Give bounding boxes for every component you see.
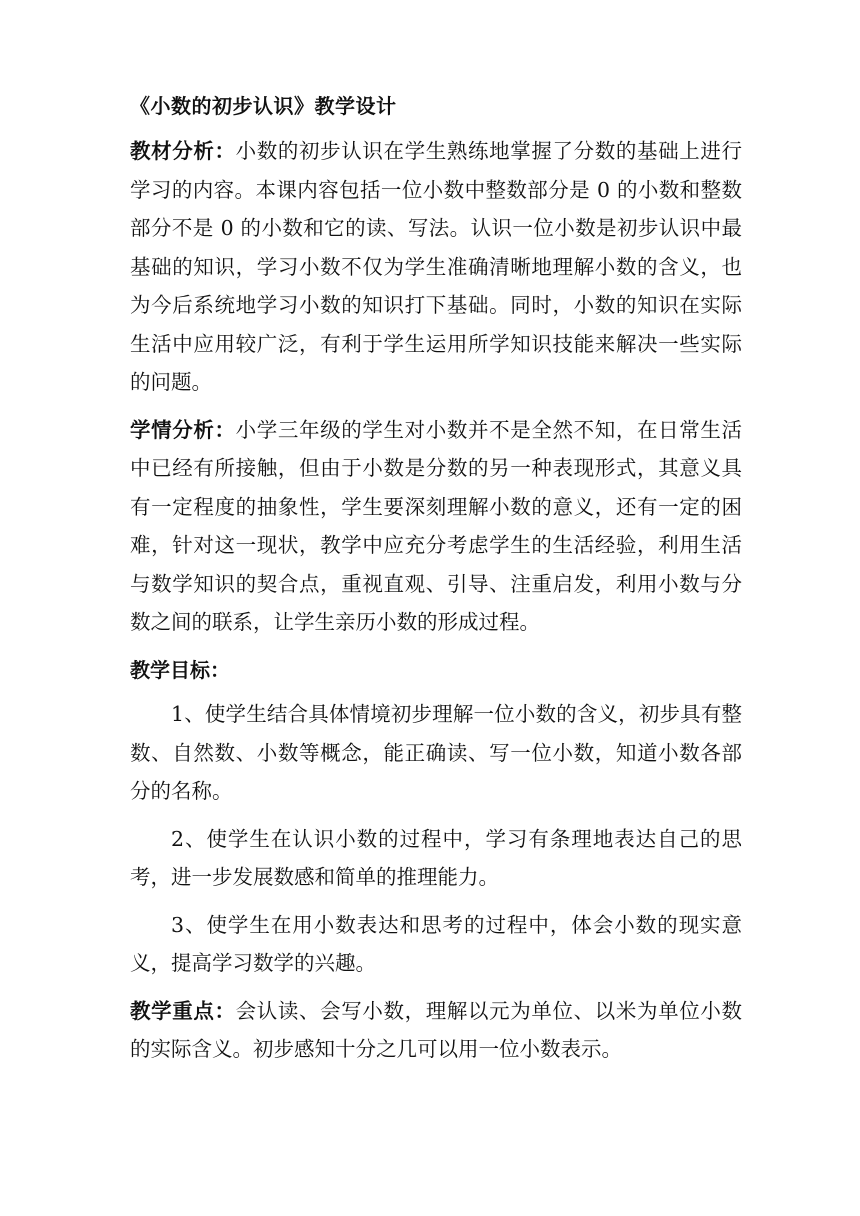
textbook-analysis-text: 小数的初步认识在学生熟练地掌握了分数的基础上进行学习的内容。本课内容包括一位小数中整数部分是 0 的小数和整数部分不是 0 的小数和它的读、写法。认识一位小数是初步认识中最基础的知识，学习小数不仅为学生准确清晰地理解小数的含义，也为今后系统地学习小数的知识打下基础。同时，小数的知识在实际生活中应用较广泛，有利于学生运用所学知识技能来解决一些实际的问题。	[130, 139, 742, 394]
document-title: 《小数的初步认识》教学设计	[130, 94, 397, 118]
learner-analysis-paragraph	[130, 411, 742, 642]
learner-analysis-label: 学情分析：	[130, 417, 236, 442]
learner-analysis-text: 小学三年级的学生对小数并不是全然不知，在日常生活中已经有所接触，但由于小数是分数的另一种表现形式，其意义具有一定程度的抽象性，学生要深刻理解小数的意义，还有一定的困难，针对这一现状，教学中应充分考虑学生的生活经验，利用生活与数学知识的契合点，重视直观、引导、注重启发，利用小数与分数之间的联系，让学生亲历小数的形成过程。	[130, 417, 742, 634]
teaching-goal-3: 3、使学生在用小数表达和思考的过程中，体会小数的现实意义，提高学习数学的兴趣。	[130, 912, 742, 975]
textbook-analysis-label: 教材分析：	[130, 139, 236, 163]
document-content	[130, 88, 742, 1078]
key-points-paragraph	[130, 992, 742, 1069]
teaching-goal-1: 1、使学生结合具体情境初步理解一位小数的含义，初步具有整数、自然数、小数等概念，能正确读、写一位小数，知道小数各部分的名称。	[130, 702, 742, 803]
key-points-text: 会认读、会写小数，理解以元为单位、以米为单位小数的实际含义。初步感知十分之几可以用一位小数表示。	[130, 998, 742, 1061]
teaching-goals-heading: 教学目标：	[130, 657, 230, 682]
key-points-label: 教学重点：	[130, 998, 236, 1023]
teaching-goal-2: 2、使学生在认识小数的过程中，学习有条理地表达自己的思考，进一步发展数感和简单的推理能力。	[130, 826, 742, 889]
textbook-analysis-paragraph	[130, 132, 742, 402]
